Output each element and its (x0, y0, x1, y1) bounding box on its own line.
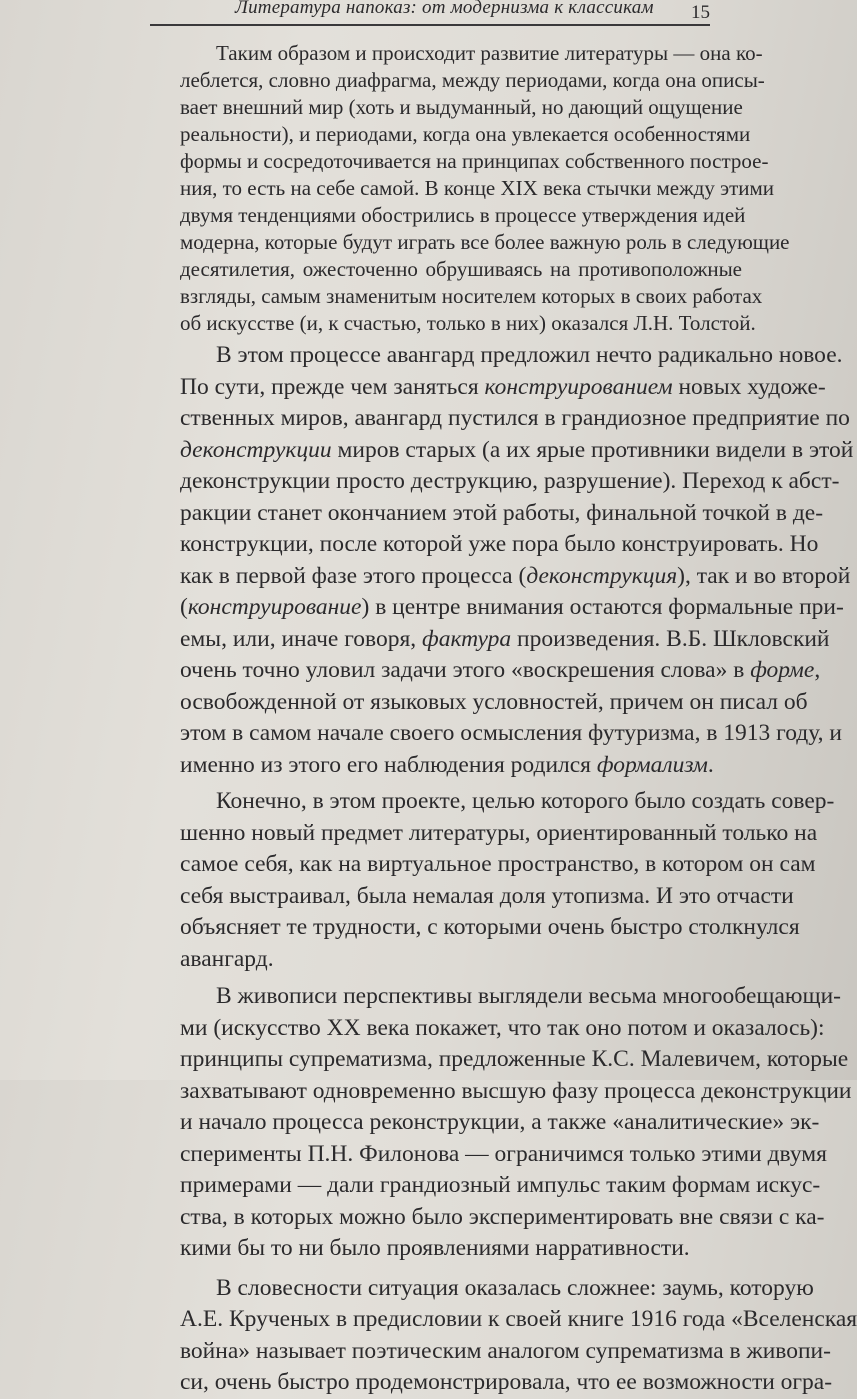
text-line: освобожденной от языковых условностей, причем он писал об (180, 688, 808, 715)
text-line: захватывают одновременно высшую фазу процесса деконструкции (180, 1077, 852, 1104)
text-line: формы и сосредоточивается на принципах собственного построе- (180, 149, 769, 173)
paragraph-3 (144, 786, 835, 975)
text-line: принципы супрематизма, предложенные К.С. Малевичем, которые (180, 1046, 849, 1072)
text-line: Конечно, в этом проекте, целью которого было создать совер- (216, 788, 835, 814)
text-line: деконструкции миров старых (а их ярые противники видели в этой (180, 436, 854, 463)
text-line: примерами — дали грандиозный импульс таким формам искус- (180, 1172, 821, 1198)
text-line: емы, или, иначе говоря, фактура произведения. В.Б. Шкловский (180, 625, 830, 652)
text-line: деконструкции просто деструкцию, разрушение). Переход к абст- (180, 468, 840, 494)
text-line: десятилетия, ожесточенно обрушиваясь на противоположные (180, 257, 742, 281)
text-line: об искусстве (и, к счастью, только в них) оказался Л.Н. Толстой. (180, 311, 756, 335)
text-line: шенно новый предмет литературы, ориентированный только на (180, 819, 818, 846)
text-line: очень точно уловил задачи этого «воскрешения слова» в форме, (180, 657, 821, 683)
text-line: модерна, которые будут играть все более важную роль в следующие (180, 230, 790, 254)
text-line: этом в самом начале своего осмысления футуризма, в 1913 году, и (180, 720, 842, 746)
page-number: 15 (691, 2, 710, 23)
text-line: А.Е. Крученых в предисловии к своей книге 1916 года «Вселенская (180, 1306, 857, 1332)
text-line: ния, то есть на себе самой. В конце XIX века стычки между этими (180, 176, 775, 200)
text-line: объясняет те трудности, с которыми очень быстро столкнулся (180, 914, 800, 940)
text-line: леблется, словно диафрагма, между периодами, когда она описы- (180, 68, 765, 92)
text-line: В словесности ситуация оказалась сложнее: заумь, которую (216, 1274, 814, 1301)
text-line: себя выстраивал, была немалая доля утопизма. И это отчасти (180, 882, 794, 909)
text-line: ракции станет окончанием этой работы, финальной точкой в де- (180, 499, 824, 526)
text-line: Таким образом и происходит развитие литературы — она ко- (216, 41, 763, 65)
text-line: именно из этого его наблюдения родился формализм. (180, 751, 714, 778)
body-text (144, 40, 857, 1399)
paragraph-2 (144, 340, 854, 781)
running-header (150, 0, 710, 26)
text-line: сперименты П.Н. Филонова — ограничимся только этими двумя (180, 1140, 827, 1167)
text-line: В живописи перспективы выглядели весьма многообещающи- (216, 983, 841, 1009)
text-line: си, очень быстро продемонстрировала, что ее возможности огра- (180, 1369, 833, 1395)
text-line: ственных миров, авангард пустился в грандиозное предприятие по (180, 405, 850, 431)
paragraph-4 (144, 981, 852, 1265)
text-line: реальности), и периодами, когда она увлекается особенностями (180, 122, 751, 146)
text-line: ми (искусство XX века покажет, что так оно потом и оказалось): (180, 1014, 825, 1041)
text-line: и начало процесса реконструкции, а также «аналитические» эк- (180, 1109, 820, 1135)
text-line: кими бы то ни было проявлениями нарративности. (180, 1235, 690, 1261)
text-line: как в первой фазе этого процесса (деконструкция), так и во второй (180, 562, 851, 589)
text-line: (конструирование) в центре внимания остаются формальные при- (180, 594, 844, 620)
text-line: взгляды, самым знаменитым носителем которых в своих работах (180, 284, 763, 308)
text-line: двумя тенденциями обострились в процессе утверждения идей (180, 203, 746, 227)
text-line: вает внешний мир (хоть и выдуманный, но дающий ощущение (180, 95, 743, 119)
running-title: Литература напоказ: от модернизма к классикам (235, 0, 654, 18)
text-line: авангард. (180, 945, 274, 972)
text-line: По сути, прежде чем заняться конструированием новых художе- (180, 373, 826, 400)
text-line: конструкции, после которой уже пора было конструировать. Но (180, 531, 819, 557)
paragraph-1 (144, 40, 790, 337)
paragraph-5 (144, 1273, 857, 1399)
text-line: самое себя, как на виртуальное пространство, в котором он сам (180, 851, 816, 877)
text-line: война» называет поэтическим аналогом супрематизма в живопи- (180, 1337, 831, 1364)
text-line: ства, в которых можно было экспериментировать вне связи с ка- (180, 1203, 825, 1230)
text-line: В этом процессе авангард предложил нечто радикально новое. (216, 342, 843, 368)
